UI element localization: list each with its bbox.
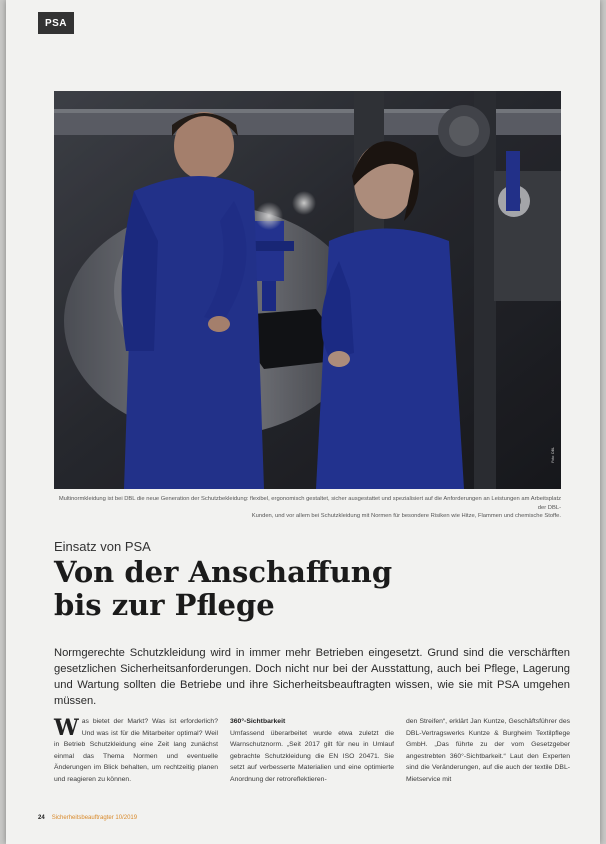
magazine-name: Sicherheitsbeauftragter 10/2019 <box>51 815 138 821</box>
industrial-scene-illustration <box>54 91 561 489</box>
body-column-1 <box>54 716 218 806</box>
body-columns <box>54 716 570 806</box>
photo-credit: Foto: DBL <box>551 447 555 463</box>
page-number: 24 <box>38 815 45 821</box>
page-footer <box>38 815 137 821</box>
section-tag: PSA <box>38 12 74 34</box>
drop-cap: W <box>54 715 79 741</box>
body-text: as bietet der Markt? Was ist erforderlich? Und was ist für die Mitarbeiter optimal? Weil in Betrieb Schutzkleidung eine Zeit lang zunächst einmal das Thema Normen und eventuelle Änderungen im Blick behalten, um rechtzeitig planen und reagieren zu können. <box>54 718 218 783</box>
article-headline <box>54 556 574 622</box>
body-column-3 <box>406 716 570 806</box>
caption-line: Multinormkleidung ist bei DBL die neue Generation der Schutzbekleidung: flexibel, ergonomisch gestaltet, sicher ausgestattet und spezialisiert auf die Anforderungen an Leistungen am Arbeitsplatz der DBL- <box>58 496 561 511</box>
body-column-2 <box>230 716 394 806</box>
caption-line: Kunden, und vor allem bei Schutzkleidung mit Normen für besondere Risiken wie Hitze, Flammen und chemische Stoffe. <box>251 513 561 520</box>
subheading: 360°-Sichtbarkeit <box>230 718 286 725</box>
magazine-page <box>6 0 600 844</box>
article-photo <box>54 91 561 489</box>
photo-caption <box>54 495 561 521</box>
body-text: Umfassend überarbeitet wurde etwa zuletzt die Warnschutznorm. „Seit 2017 gilt für neu in Umlauf gebrachte Schutzkleidung die EN ISO 20471. Sie setzt auf verbesserte Materialien und eine optimierte Anordnung der retroreflektieren- <box>230 729 394 783</box>
headline-line: bis zur Pflege <box>54 588 275 622</box>
headline-line: Von der Anschaffung <box>54 555 393 589</box>
article-kicker: Einsatz von PSA <box>54 539 151 554</box>
body-text: den Streifen“, erklärt Jan Kuntze, Geschäftsführer des DBL-Vertragswerks Kuntze & Burgheim Textilpflege GmbH. „Das führte zu der vom Gesetzgeber angestrebten 360°-Sichtbarkeit.“ Laut den Experten sind die Veränderungen, auf die auch der textile DBL-Mietservice mit <box>406 718 570 783</box>
article-lead: Normgerechte Schutzkleidung wird in immer mehr Betrieben eingesetzt. Grund sind die verschärften gesetzlichen Sicherheitsanforderungen. Doch nicht nur bei der Ausstattung, auch bei Pflege, Lagerung und Wartung sollten die Betriebe und ihre Sicherheitsbeauftragten wissen, wie sie mit PSA umgehen müssen. <box>54 647 570 707</box>
